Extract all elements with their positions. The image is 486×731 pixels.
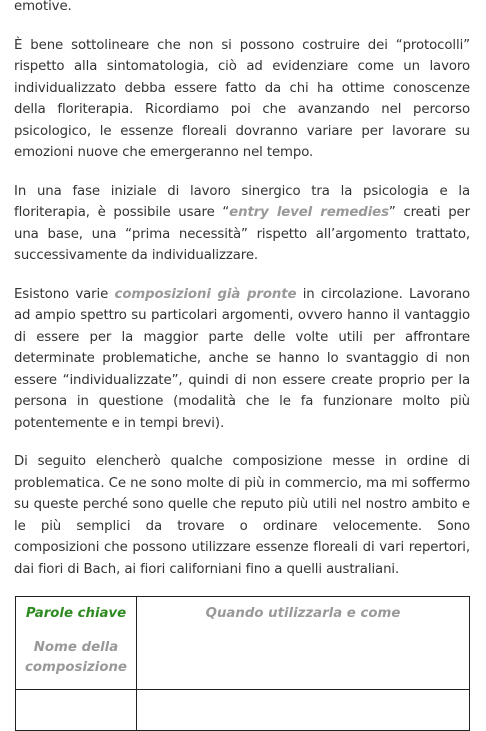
compositions-table	[15, 596, 470, 731]
table-header-keyword-cell	[16, 597, 137, 690]
table-cell	[137, 690, 470, 731]
table-row	[16, 690, 470, 731]
composition-name-header: Nome della composizione	[25, 640, 127, 675]
text-segment: Esistono varie	[14, 286, 115, 302]
article-body	[14, 0, 470, 731]
table-cell	[16, 690, 137, 731]
paragraph-entry-level	[14, 181, 470, 267]
highlight-composizioni-gia-pronte: composizioni già pronte	[114, 286, 297, 302]
usage-header: Quando utilizzarla e come	[205, 606, 401, 621]
text-segment: in circolazione. Lavorano ad ampio spettro su particolari argomenti, ovvero hanno il vantaggio di essere per la maggior parte delle volte utili per affrontare determinate problematiche, anche se hanno lo svantaggio di non essere “individualizzate”, quindi di non essere create proprio per la persona in questione (modalità che le fa funzionare molto più potentemente e in tempi brevi).	[14, 286, 470, 431]
paragraph-intro-tail: emotive.	[14, 0, 72, 14]
paragraph-protocols: È bene sottolineare che non si possono costruire dei “protocolli” rispetto alla sintomatologia, ciò ad evidenziare come un lavoro individualizzato debba essere fatto da chi ha ottime conoscenze della floriterapia. Ricordiamo poi che avanzando nel percorso psicologico, le essenze floreali dovranno variare per lavorare su emozioni nuove che emergeranno nel tempo.	[14, 37, 470, 160]
paragraph-list-intro: Di seguito elencherò qualche composizione messe in ordine di problematica. Ce ne sono molte di più in commercio, ma mi soffermo su queste perché sono quelle che reputo più utili nel nostro ambito e le più semplici da trovare o ordinare velocemente. Sono composizioni che possono utilizzare essenze floreali di vari repertori, dai fiori di Bach, ai fiori californiani fino a quelli australiani.	[14, 454, 470, 577]
text-segment: ” creati per una base, una “prima necessità” rispetto all’argomento trattato, successivamente da individualizzare.	[14, 205, 470, 263]
keyword-header: Parole chiave	[25, 606, 127, 621]
table-header-usage-cell	[137, 597, 470, 690]
highlight-entry-level-remedies: entry level remedies	[229, 205, 389, 220]
paragraph-ready-compositions	[14, 284, 470, 435]
text-segment: In una fase iniziale di lavoro sinergico tra la psicologia e la floriterapia, è possibile usare “	[14, 183, 470, 220]
table-header-row	[16, 597, 470, 690]
